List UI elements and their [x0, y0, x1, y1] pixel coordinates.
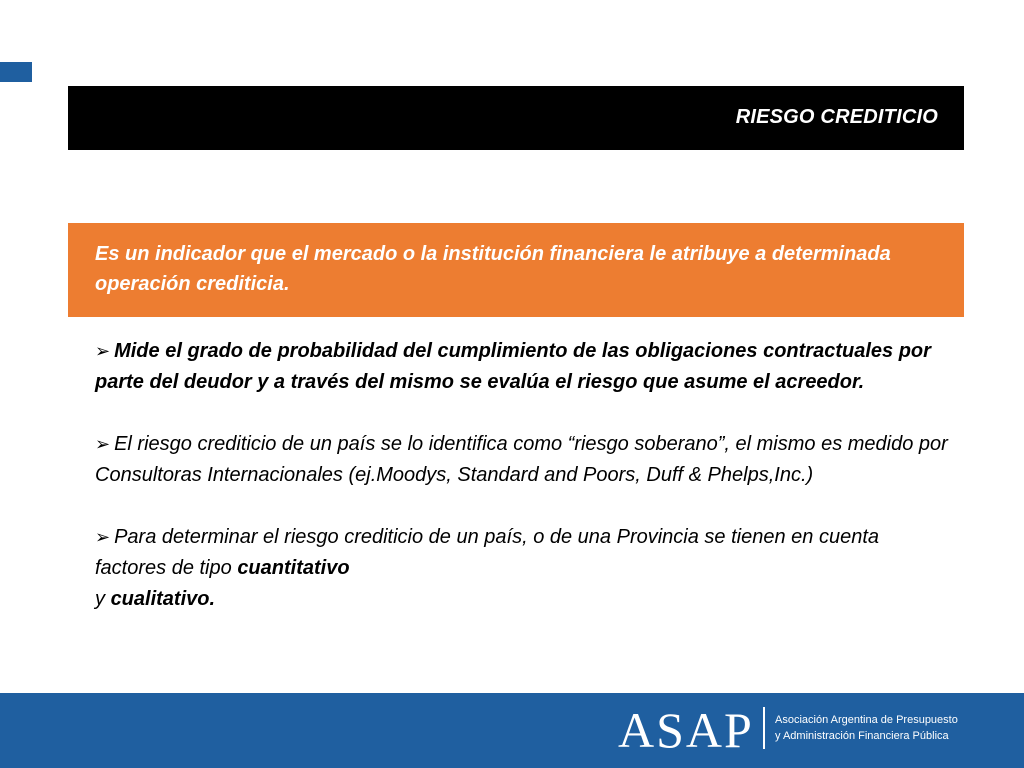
- title-bar: [68, 86, 964, 150]
- bullet-text-1: Mide el grado de probabilidad del cumplimiento de las obligaciones contractuales por parte del deudor y a través del mismo se evalúa el riesgo que asume el acreedor.: [95, 340, 931, 393]
- bullet-item-2: [95, 429, 955, 491]
- bullet-text-2: El riesgo crediticio de un país se lo identifica como “riesgo soberano”, el mismo es medido por Consultoras Internacionales (ej.Moodys, Standard and Poors, Duff & Phelps,Inc.): [95, 433, 948, 486]
- bullet-text-3a: Para determinar el riesgo crediticio de un país, o de una Provincia se tienen en cuenta factores de tipo: [95, 526, 879, 579]
- logo-divider: [763, 707, 765, 749]
- bullet-item-1: [95, 336, 955, 398]
- logo-caption-line-1: Asociación Argentina de Presupuesto: [775, 714, 958, 726]
- bullet-text-3b: y: [95, 588, 111, 610]
- bullet-bold-3a: cuantitativo: [237, 557, 350, 579]
- bullet-bold-3b: cualitativo.: [110, 588, 216, 610]
- asap-logo: ASAP: [618, 702, 754, 758]
- slide-title: RIESGO CREDITICIO: [735, 106, 938, 128]
- arrow-bullet-icon: ➢: [95, 527, 111, 547]
- bullet-item-3: [95, 522, 955, 615]
- definition-text: Es un indicador que el mercado o la institución financiera le atribuye a determinada operación crediticia.: [95, 243, 891, 295]
- logo-caption: [775, 712, 958, 744]
- corner-accent: [0, 62, 32, 82]
- bullet-list: [95, 336, 955, 615]
- logo-caption-line-2: y Administración Financiera Pública: [775, 730, 949, 742]
- arrow-bullet-icon: ➢: [95, 341, 111, 361]
- footer-band: [0, 693, 1024, 768]
- definition-box: [68, 223, 964, 317]
- arrow-bullet-icon: ➢: [95, 434, 111, 454]
